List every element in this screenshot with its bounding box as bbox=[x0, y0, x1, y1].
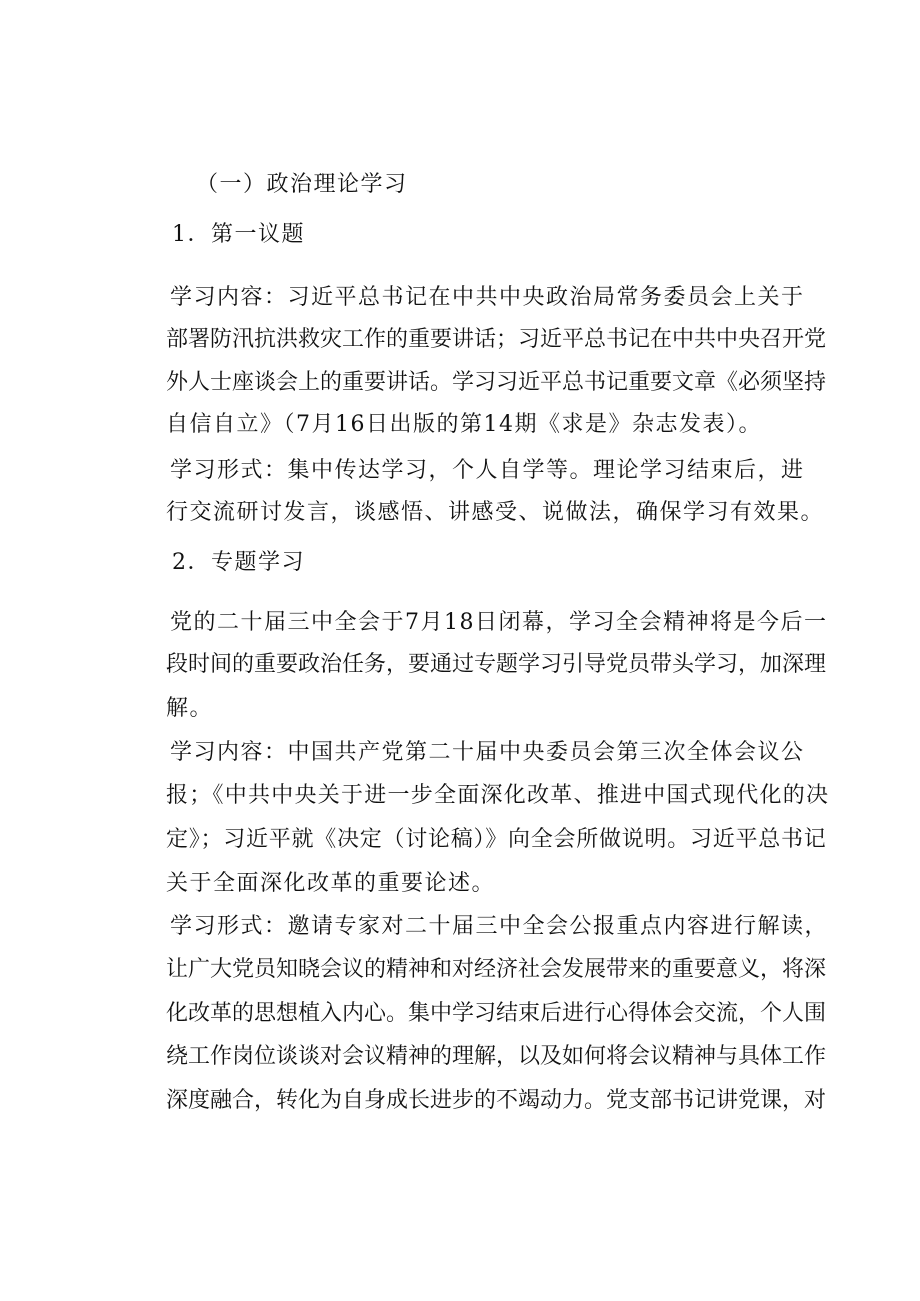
item1-form-line-1: 学习形式：集中传达学习，个人自学等。理论学习结束后，进 bbox=[170, 458, 805, 483]
item2-content-line-1: 学习内容：中国共产党第二十届中央委员会第三次全体会议公 bbox=[170, 740, 805, 765]
item2-content-line-2: 报；《中共中央关于进一步全面深化改革、推进中国式现代化的决 bbox=[166, 783, 830, 808]
item1-content-line-4: 自信自立》（7月16日出版的第14期《求是》杂志发表）。 bbox=[166, 412, 762, 437]
item2-intro-line-1: 党的二十届三中全会于7月18日闭幕，学习全会精神将是今后一 bbox=[170, 610, 828, 635]
item2-form-line-2: 让广大党员知晓会议的精神和对经济社会发展带来的重要意义，将深 bbox=[166, 957, 827, 982]
item1-content-line-3: 外人士座谈会上的重要讲话。学习习近平总书记重要文章《必须坚持 bbox=[166, 370, 827, 395]
item2-content-line-4: 关于全面深化改革的重要论述。 bbox=[166, 871, 496, 896]
item2-content-line-3: 定》；习近平就《决定（讨论稿）》向全会所做说明。习近平总书记 bbox=[166, 827, 827, 852]
item2-form-line-1: 学习形式：邀请专家对二十届三中全会公报重点内容进行解读， bbox=[170, 914, 829, 939]
item2-form-line-5: 深度融合，转化为自身成长进步的不竭动力。党支部书记讲党课，对 bbox=[166, 1088, 827, 1113]
item2-form-line-4: 绕工作岗位谈谈对会议精神的理解，以及如何将会议精神与具体工作 bbox=[166, 1044, 827, 1069]
item1-content-line-1: 学习内容：习近平总书记在中共中央政治局常务委员会上关于 bbox=[170, 285, 805, 310]
item2-title: 2．专题学习 bbox=[172, 550, 305, 575]
item1-content-line-2: 部署防汛抗洪救灾工作的重要讲话；习近平总书记在中共中央召开党 bbox=[166, 327, 827, 352]
item1-form-line-2: 行交流研讨发言，谈感悟、讲感受、说做法，确保学习有效果。 bbox=[166, 500, 825, 525]
section-heading: （一）政治理论学习 bbox=[196, 172, 408, 197]
item1-title: 1．第一议题 bbox=[172, 222, 305, 247]
item2-form-line-3: 化改革的思想植入内心。集中学习结束后进行心得体会交流，个人围 bbox=[166, 1001, 827, 1026]
item2-intro-line-2: 段时间的重要政治任务，要通过专题学习引导党员带头学习，加深理 bbox=[166, 652, 827, 677]
item2-intro-line-3: 解。 bbox=[166, 696, 214, 721]
